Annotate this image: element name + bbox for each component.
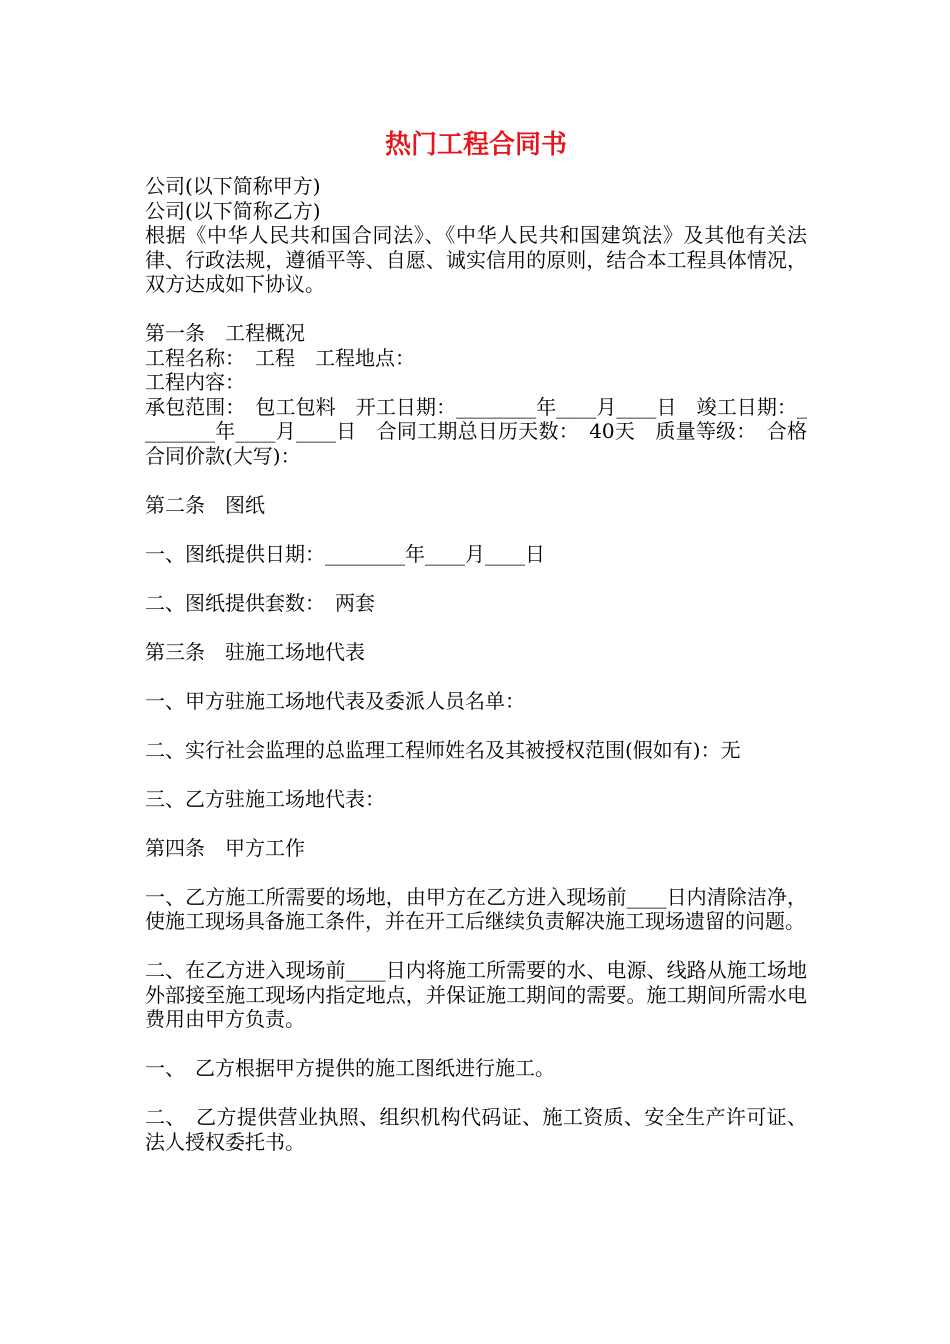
contract-document	[145, 128, 827, 1154]
spacer	[145, 713, 807, 738]
article-3-heading: 第三条 驻施工场地代表	[145, 639, 365, 664]
spacer	[145, 1081, 807, 1106]
spacer	[145, 762, 807, 787]
spacer	[145, 934, 807, 959]
utilities-paragraph: 二、在乙方进入现场前____日内将施工所需要的水、电源、线路从施工场地外部接至施工现场内指定地点，并保证施工期间的需要。施工期间所需水电费用由甲方负责。	[145, 958, 807, 1031]
spacer	[145, 517, 807, 542]
party-a-line: 公司(以下简称甲方)	[145, 174, 321, 198]
documents-provided-paragraph: 二、 乙方提供营业执照、组织机构代码证、施工资质、安全生产许可证、法人授权委托书。	[145, 1105, 807, 1154]
party-b-representative-line: 三、乙方驻施工场地代表：	[145, 786, 385, 811]
project-scope-paragraph: 承包范围： 包工包料 开工日期：________年____月____日 竣工日期：________年____月____日 合同工期总日历天数： 40天 质量等级： 合格 合同价款(大写)：	[145, 394, 827, 468]
spacer	[145, 1032, 807, 1057]
article-1-heading: 第一条 工程概况	[145, 321, 305, 345]
preamble-paragraph: 根据《中华人民共和国合同法》、《中华人民共和国建筑法》及其他有关法律、行政法规，遵循平等、自愿、诚实信用的原则，结合本工程具体情况，双方达成如下协议。	[145, 223, 807, 296]
project-content-line: 工程内容：	[145, 370, 245, 394]
spacer	[145, 664, 807, 689]
document-title: 热门工程合同书	[384, 130, 567, 160]
drawings-sets-line: 二、图纸提供套数： 两套	[145, 590, 375, 615]
construction-per-drawings-paragraph: 一、 乙方根据甲方提供的施工图纸进行施工。	[145, 1056, 555, 1080]
spacer	[145, 860, 807, 885]
spacer	[145, 615, 807, 640]
spacer	[145, 811, 807, 836]
spacer	[145, 468, 807, 493]
project-name-line: 工程名称： 工程 工程地点：	[145, 345, 415, 370]
drawings-date-line: 一、图纸提供日期：________年____月____日	[145, 541, 545, 566]
party-a-representative-line: 一、甲方驻施工场地代表及委派人员名单：	[145, 688, 525, 713]
party-b-line: 公司(以下简称乙方)	[145, 198, 321, 223]
spacer	[145, 566, 807, 591]
supervisor-paragraph: 二、实行社会监理的总监理工程师姓名及其被授权范围(假如有)：无	[145, 737, 741, 762]
article-4-heading: 第四条 甲方工作	[145, 835, 305, 860]
spacer	[145, 297, 807, 322]
article-2-heading: 第二条 图纸	[145, 492, 265, 517]
site-clearing-paragraph: 一、乙方施工所需要的场地，由甲方在乙方进入现场前____日内清除洁净，使施工现场具备施工条件，并在开工后继续负责解决施工现场遗留的问题。	[145, 884, 807, 933]
